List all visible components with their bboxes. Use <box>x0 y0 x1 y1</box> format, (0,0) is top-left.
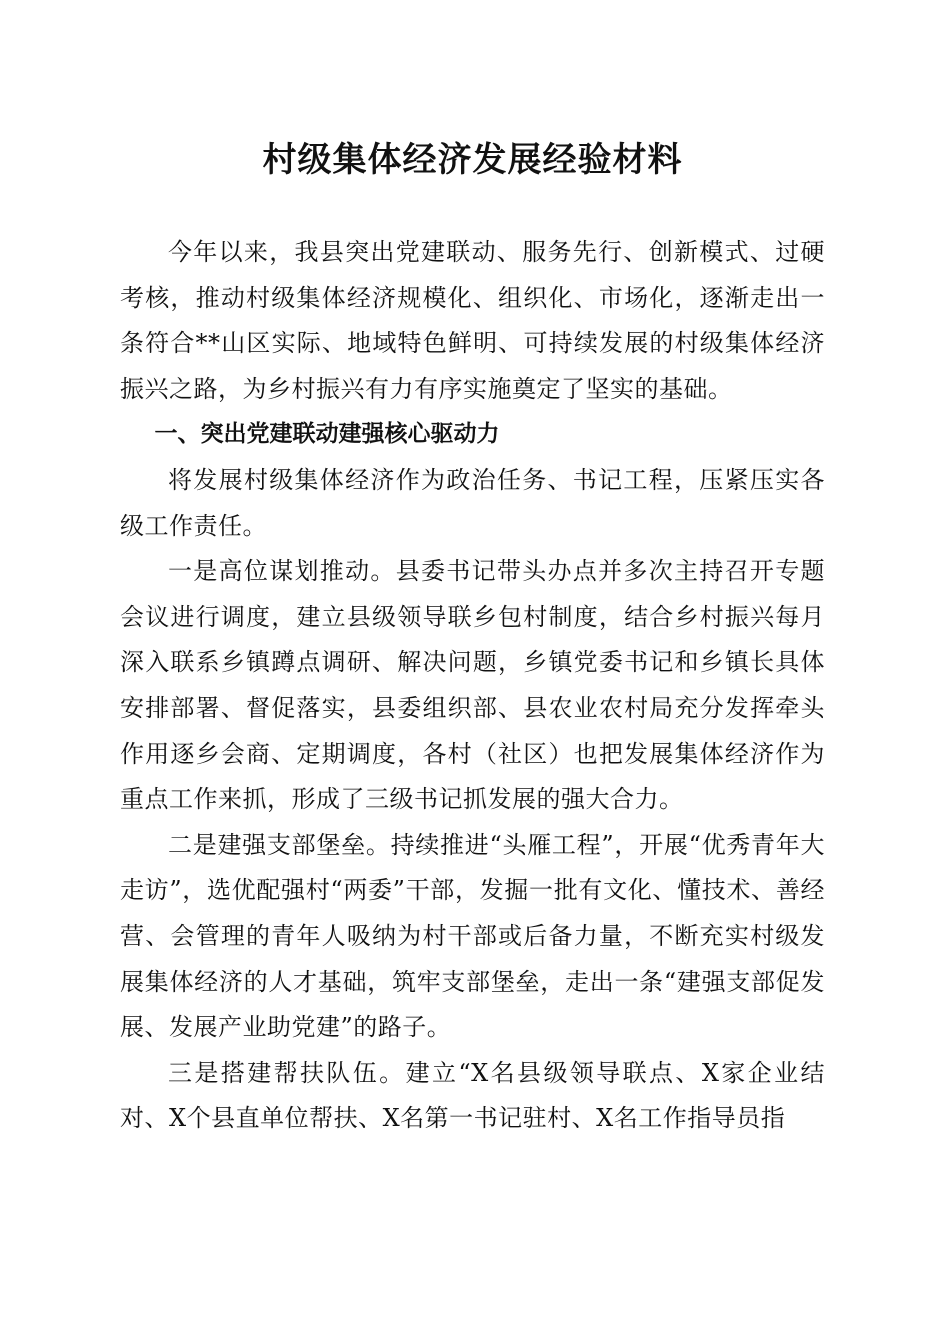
document-title: 村级集体经济发展经验材料 <box>262 140 683 180</box>
item-1-lead: 一是高位谋划推动。 <box>168 557 396 586</box>
item-3-paragraph <box>120 1051 825 1142</box>
document-body <box>120 230 825 1142</box>
section-1-intro-paragraph: 将发展村级集体经济作为政治任务、书记工程，压紧压实各级工作责任。 <box>120 465 825 540</box>
section-heading-1: 一、突出党建联动建强核心驱动力 <box>154 421 500 448</box>
item-3-text: 建立“X名县级领导联点、X家企业结对、X个县直单位帮扶、X名第一书记驻村、X名工作指导员指 <box>120 1058 826 1133</box>
item-3-lead: 三是搭建帮扶队伍。 <box>168 1058 406 1087</box>
item-1-paragraph <box>120 549 825 823</box>
intro-paragraph: 今年以来，我县突出党建联动、服务先行、创新模式、过硬考核，推动村级集体经济规模化、组织化、市场化，逐渐走出一条符合**山区实际、地域特色鲜明、可持续发展的村级集体经济振兴之路，为乡村振兴有力有序实施奠定了坚实的基础。 <box>120 238 825 403</box>
item-2-lead: 二是建强支部堡垒。 <box>168 830 391 859</box>
item-2-paragraph <box>120 823 825 1051</box>
item-2-text: 持续推进“头雁工程”，开展“优秀青年大走访”，选优配强村“两委”干部，发掘一批有文化、懂技术、善经营、会管理的青年人吸纳为村干部或后备力量，不断充实村级发展集体经济的人才基础，筑牢支部堡垒，走出一条“建强支部促发展、发展产业助党建”的路子。 <box>120 830 825 1042</box>
item-1-text: 县委书记带头办点并多次主持召开专题会议进行调度，建立县级领导联乡包村制度，结合乡村振兴每月深入联系乡镇蹲点调研、解决问题，乡镇党委书记和乡镇长具体安排部署、督促落实，县委组织部、县农业农村局充分发挥牵头作用逐乡会商、定期调度，各村（社区）也把发展集体经济作为重点工作来抓，形成了三级书记抓发展的强大合力。 <box>120 557 826 814</box>
